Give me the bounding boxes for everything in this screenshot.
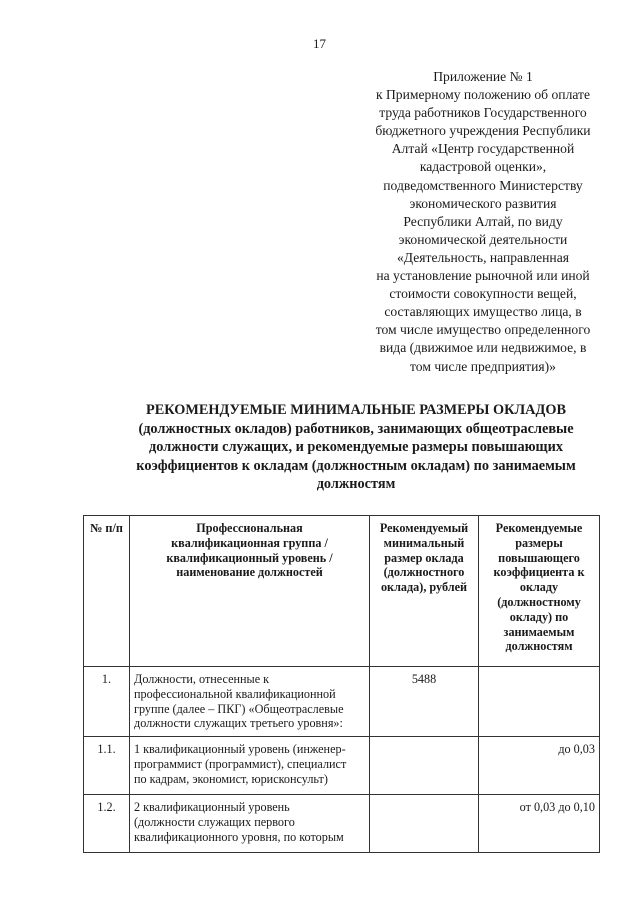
appendix-line: Приложение № 1 [433,69,533,84]
header-salary [370,516,479,667]
page-number: 17 [313,36,326,51]
appendix-line: на установление рыночной или иной [376,268,590,284]
heading-line: должности служащих, и рекомендуемые размеры повышающих [149,439,563,456]
row-name-line: по кадрам, экономист, юрисконсульт) [134,771,328,786]
header-line: оклада), рублей [380,580,468,595]
salary-table [83,515,600,853]
row-salary [370,795,479,853]
heading-line: РЕКОМЕНДУЕМЫЕ МИНИМАЛЬНЫЕ РАЗМЕРЫ ОКЛАДОВ [145,402,567,418]
row-number: 1. [84,667,130,737]
header-line: квалификационная группа / [171,535,328,550]
header-line: должностям [505,639,573,654]
header-line: (должностному [497,594,581,609]
header-line: минимальный [383,535,465,550]
appendix-line: том числе предприятия)» [410,358,556,374]
appendix-note [352,68,614,376]
header-line: окладу [519,580,559,595]
header-line: коэффициента к [493,565,585,580]
header-num [84,516,130,667]
document-heading [96,401,616,494]
appendix-line: вида (движимое или недвижимое, в [379,340,587,356]
row-number: 1.2. [84,795,130,853]
row-name-line: (должности служащих первого [134,814,295,829]
row-salary [370,737,479,795]
appendix-line: Алтай «Центр государственной [391,141,575,157]
row-name-line: квалификационного уровня, по которым [134,829,344,844]
row-coefficient: до 0,03 [479,737,600,795]
row-name [130,667,370,737]
row-name [130,795,370,853]
row-name-line: программист (программист), специалист [134,756,347,771]
header-line: Рекомендуемые [495,521,583,535]
header-group [130,516,370,667]
header-line: Профессиональная [196,521,303,535]
appendix-line: кадастровой оценки», [419,159,547,175]
row-name-line: 1 квалификационный уровень (инженер- [134,742,346,757]
appendix-line: «Деятельность, направленная [397,249,569,265]
appendix-line: экономической деятельности [398,231,568,247]
table-row [84,737,600,795]
header-line: размеры [515,535,563,550]
row-name-line: 2 квалификационный уровень [134,800,290,815]
row-name-line: профессиональной квалификационной [134,686,336,701]
table-row [84,667,600,737]
heading-line: коэффициентов к окладам (должностным окладам) по занимаемым [136,457,576,474]
row-name-line: группе (далее – ПКГ) «Общеотраслевые [134,701,344,716]
appendix-line: том числе имущество определенного [375,322,591,338]
appendix-line: подведомственного Министерству [383,177,583,193]
header-coefficient [479,516,600,667]
row-name-line: должности служащих третьего уровня»: [134,716,343,731]
appendix-line: составляющих имущество лица, в [384,304,582,320]
row-name-line: Должности, отнесенные к [134,672,270,686]
header-line: размер оклада [384,550,464,565]
appendix-line: труда работников Государственного [379,105,587,121]
row-name [130,737,370,795]
heading-line: (должностных окладов) работников, занимающих общеотраслевые [138,420,574,437]
appendix-line: бюджетного учреждения Республики [375,123,591,139]
header-line: занимаемым [503,624,575,639]
header-line: (должностного [383,565,465,580]
heading-line: должностям [316,476,396,493]
row-salary: 5488 [370,667,479,737]
table-header-row [84,516,600,667]
appendix-line: стоимости совокупности вещей, [389,286,577,302]
header-line: квалификационный уровень / [166,550,333,565]
appendix-line: Республики Алтай, по виду [403,213,563,229]
header-line: № п/п [90,521,123,535]
row-coefficient [479,667,600,737]
table-row [84,795,600,853]
header-line: повышающего [498,550,580,565]
header-line: Рекомендуемый [379,521,469,535]
header-line: окладу) по [509,609,569,624]
appendix-line: экономического развития [409,195,557,211]
row-coefficient: от 0,03 до 0,10 [479,795,600,853]
row-number: 1.1. [84,737,130,795]
appendix-line: к Примерному положению об оплате [375,87,591,103]
header-line: наименование должностей [176,565,323,580]
